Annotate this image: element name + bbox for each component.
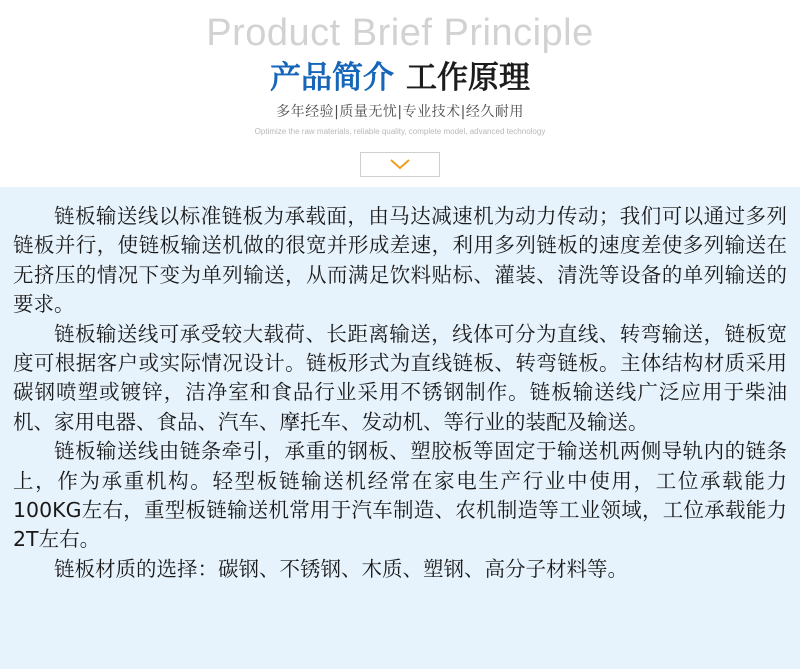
description-content bbox=[0, 187, 800, 669]
english-title: Product Brief Principle bbox=[206, 12, 594, 54]
header-section bbox=[0, 0, 800, 187]
paragraph-load-capacity: 链板输送线可承受较大载荷、长距离输送，线体可分为直线、转弯输送，链板宽度可根据客户或实际情况设计。链板形式为直线链板、转弯链板。主体结构材质采用碳钢喷塑或镀锌，洁净室和食品行业采用不锈钢制作。链板输送线广泛应用于柴油机、家用电器、食品、汽车、摩托车、发动机、等行业的装配及输送。 bbox=[13, 321, 787, 434]
paragraph-structure: 链板输送线由链条牵引，承重的钢板、塑胶板等固定于输送机两侧导轨内的链条上，作为承重机构。轻型板链输送机经常在家电生产行业中使用，工位承载能力100KG左右，重型板链输送机常用于汽车制造、农机制造等工业领域，工位承载能力2T左右。 bbox=[13, 439, 787, 552]
title-product-intro: 产品简介 bbox=[270, 60, 394, 96]
expand-button[interactable] bbox=[360, 152, 440, 177]
title-working-principle: 工作原理 bbox=[406, 60, 530, 96]
english-tagline: Optimize the raw materials, reliable quality, complete model, advanced technology bbox=[254, 127, 546, 136]
chevron-down-icon bbox=[389, 158, 411, 170]
paragraph-materials: 链板材质的选择：碳钢、不锈钢、木质、塑钢、高分子材料等。 bbox=[54, 556, 628, 581]
chinese-title bbox=[0, 58, 800, 98]
tagline: 多年经验|质量无忧|专业技术|经久耐用 bbox=[276, 104, 524, 120]
paragraph-overview: 链板输送线以标准链板为承载面，由马达减速机为动力传动；我们可以通过多列链板并行，使链板输送机做的很宽并形成差速，利用多列链板的速度差使多列输送在无挤压的情况下变为单列输送，从而满足饮料贴标、灌装、清洗等设备的单列输送的要求。 bbox=[13, 204, 787, 317]
